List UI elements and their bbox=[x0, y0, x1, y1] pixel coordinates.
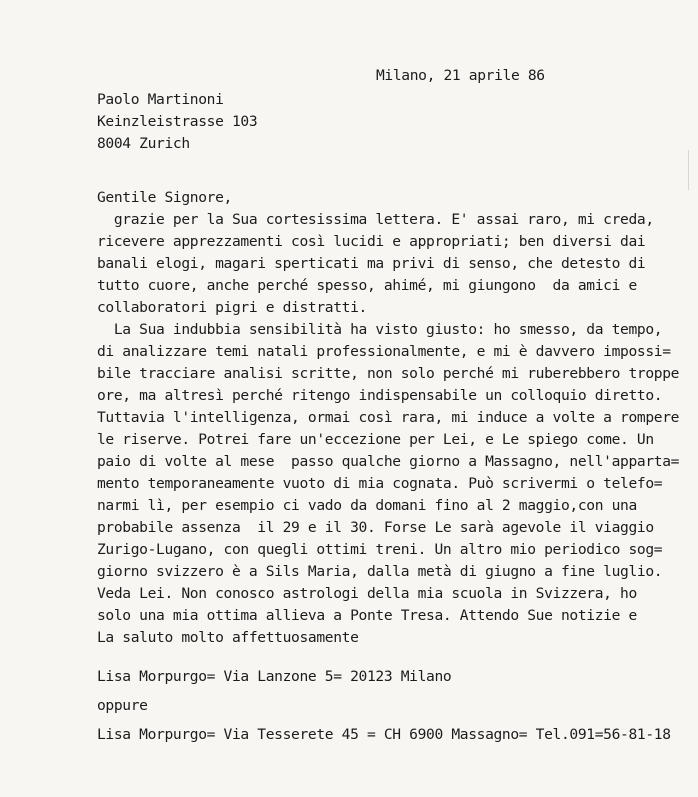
letter-date: Milano, 21 aprile 86 bbox=[376, 67, 545, 84]
sender-address-massagno: Lisa Morpurgo= Via Tesserete 45 = CH 6900 Massagno= Tel.091=56-81-18 bbox=[97, 726, 671, 743]
body-line: le riserve. Potrei fare un'eccezione per Lei, e Le spiego come. Un bbox=[97, 431, 654, 448]
body-line: banali elogi, magari sperticati ma privi di senso, che detesto di bbox=[97, 255, 646, 272]
body-line: di analizzare temi natali professionalmente, e mi è davvero impossi= bbox=[97, 343, 671, 360]
recipient-name: Paolo Martinoni bbox=[97, 91, 224, 108]
body-line: ricevere apprezzamenti così lucidi e appropriati; ben diversi dai bbox=[97, 233, 646, 250]
paper-fold-mark bbox=[688, 150, 689, 190]
salutation: Gentile Signore, bbox=[97, 189, 232, 206]
body-line: collaboratori pigri e distratti. bbox=[97, 299, 367, 316]
body-line: mento temporaneamente vuoto di mia cognata. Può scrivermi o telefo= bbox=[97, 475, 663, 492]
body-line: Zurigo-Lugano, con quegli ottimi treni. Un altro mio periodico sog= bbox=[97, 541, 663, 558]
recipient-city: 8004 Zurich bbox=[97, 135, 190, 152]
body-line: grazie per la Sua cortesissima lettera. E' assai raro, mi creda, bbox=[97, 211, 654, 228]
body-line: La Sua indubbia sensibilità ha visto giusto: ho smesso, da tempo, bbox=[97, 321, 663, 338]
body-line: ore, ma altresì perché ritengo indispensabile un colloquio diretto. bbox=[97, 387, 663, 404]
sender-address-milano: Lisa Morpurgo= Via Lanzone 5= 20123 Milano bbox=[97, 668, 452, 685]
body-line: tutto cuore, anche perché spesso, ahimé, mi giungono da amici e bbox=[97, 277, 637, 294]
body-line: giorno svizzero è a Sils Maria, dalla metà di giugno a fine luglio. bbox=[97, 563, 663, 580]
body-line: narmi lì, per esempio ci vado da domani fino al 2 maggio,con una bbox=[97, 497, 637, 514]
body-line: probabile assenza il 29 e il 30. Forse Le sarà agevole il viaggio bbox=[97, 519, 654, 536]
body-line: La saluto molto affettuosamente bbox=[97, 629, 359, 646]
recipient-street: Keinzleistrasse 103 bbox=[97, 113, 258, 130]
body-line: paio di volte al mese passo qualche giorno a Massagno, nell'apparta= bbox=[97, 453, 680, 470]
body-line: bile tracciare analisi scritte, non solo perché mi ruberebbero troppe bbox=[97, 365, 680, 382]
body-line: Veda Lei. Non conosco astrologi della mia scuola in Svizzera, ho bbox=[97, 585, 637, 602]
body-line: solo una mia ottima allieva a Ponte Tresa. Attendo Sue notizie e bbox=[97, 607, 637, 624]
address-separator: oppure bbox=[97, 697, 148, 714]
body-line: Tuttavia l'intelligenza, ormai così rara, mi induce a volte a rompere bbox=[97, 409, 680, 426]
